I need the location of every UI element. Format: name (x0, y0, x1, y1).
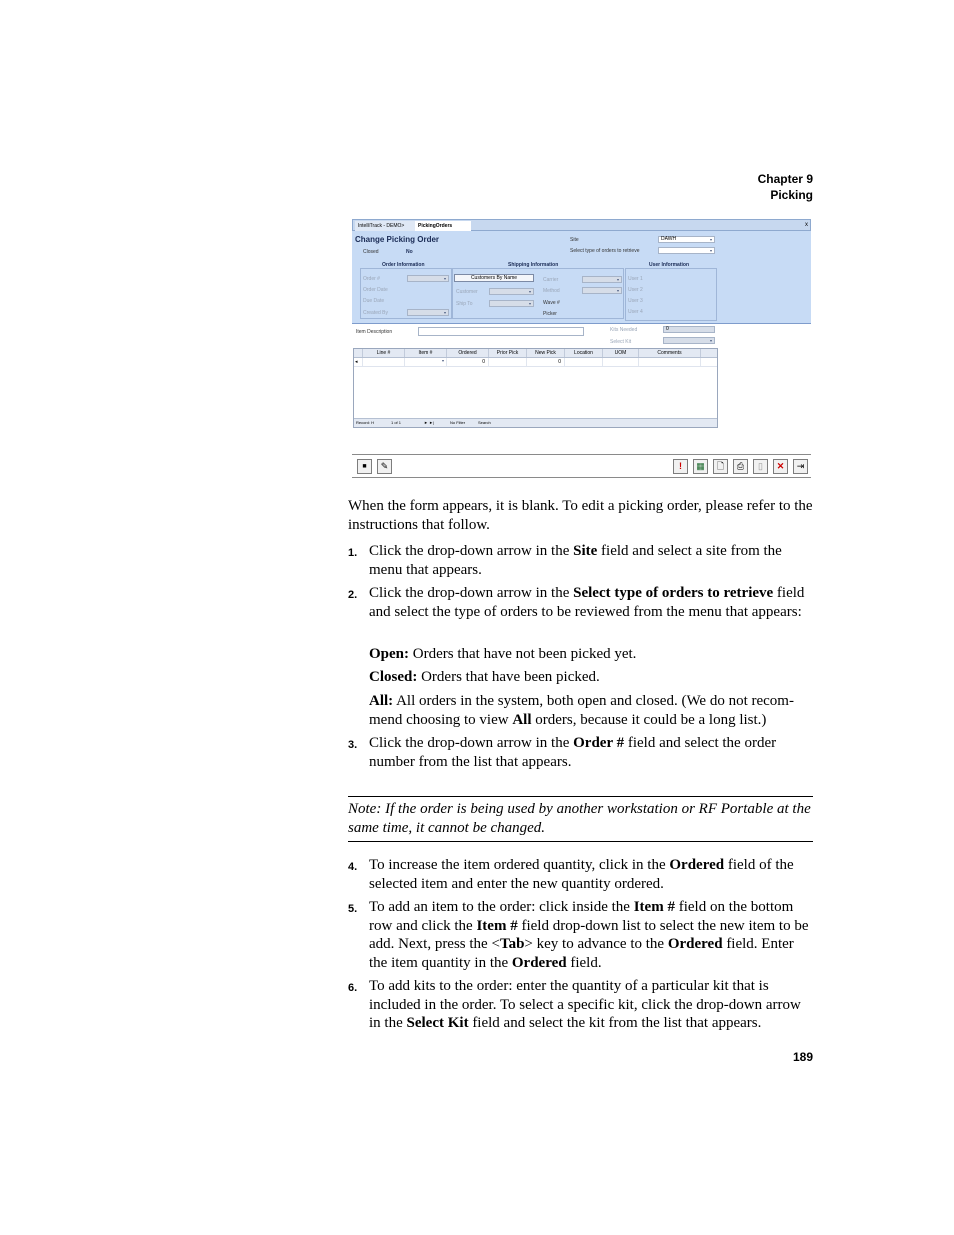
cell-prior-pick[interactable] (489, 358, 527, 366)
shipping-info-heading: Shipping Information (508, 262, 559, 268)
record-position[interactable]: 1 of 1 (391, 420, 402, 425)
tab-intellitrack[interactable]: IntelliTrack - DEMO> (355, 221, 417, 231)
user-info-heading: User Information (649, 262, 690, 268)
column-new-pick[interactable]: New Pick (527, 349, 565, 357)
print-icon[interactable]: ⎙ (733, 459, 748, 474)
wave-label: Wave # (543, 300, 560, 306)
cancel-icon[interactable]: ✕ (773, 459, 788, 474)
step-text: Click the drop-down arrow in the Order # field and select the order number from the list that appears. (369, 735, 777, 770)
step-number: 5. (348, 903, 358, 915)
record-navigator (354, 418, 717, 427)
row-pointer-icon: ◂ (354, 358, 363, 366)
column-line[interactable]: Line # (363, 349, 405, 357)
carrier-label: Carrier (543, 277, 559, 283)
calendar-icon[interactable]: ▦ (693, 459, 708, 474)
user-3-label: User 3 (628, 298, 643, 304)
select-kit-label: Select Kit (610, 339, 632, 345)
chevron-down-icon: ▾ (709, 338, 712, 343)
step-text: Click the drop-down arrow in the Select type of orders to retrieve field and select the type of orders to be reviewed from the menu that appears: (369, 585, 805, 620)
chevron-down-icon: ▾ (443, 310, 446, 315)
notes-icon[interactable]: ✎ (377, 459, 392, 474)
filter-status[interactable]: No Filter (450, 420, 466, 425)
page-number: 189 (792, 1050, 813, 1064)
cell-ordered[interactable]: 0 (447, 358, 489, 366)
order-items-grid (353, 348, 718, 428)
tab-bar (352, 219, 811, 231)
step-text: To add kits to the order: enter the quantity of a particular kit that is included in the order. To select a specific kit, click the drop-down arrow in the Select Kit field and select the kit from the list that appears. (369, 978, 801, 1032)
user-2-label: User 2 (628, 287, 643, 293)
customers-by-name-button[interactable]: Customers By Name (454, 274, 534, 282)
nav-next-icon[interactable]: ► ►| (424, 420, 435, 425)
column-item[interactable]: Item # (405, 349, 447, 357)
cell-location[interactable] (565, 358, 603, 366)
kits-needed-label: Kits Needed (610, 327, 638, 333)
ship-to-select[interactable] (489, 300, 534, 307)
column-comments[interactable]: Comments (639, 349, 701, 357)
chevron-down-icon: ▾ (709, 248, 712, 253)
site-select[interactable]: DAWH ▾ (658, 236, 715, 243)
select-type-label: Select type of orders to retrieve (570, 248, 640, 254)
due-date-label: Due Date (363, 298, 385, 304)
item-description-field[interactable] (418, 327, 584, 336)
search-input[interactable]: Search (478, 420, 491, 425)
cell-comments[interactable] (639, 358, 701, 366)
customer-label: Customer (456, 289, 478, 295)
chevron-down-icon: ▾ (616, 277, 619, 282)
method-label: Method (543, 288, 560, 294)
kits-needed-field[interactable]: 0 (663, 326, 715, 333)
column-ordered[interactable]: Ordered (447, 349, 489, 357)
customer-select[interactable] (489, 288, 534, 295)
created-by-select[interactable] (407, 309, 449, 316)
definition-closed: Closed: Orders that have been picked. (369, 669, 600, 685)
intro-paragraph: When the form appears, it is blank. To edit a picking order, please refer to the instructions that follow. (348, 498, 813, 533)
select-all-icon[interactable] (354, 349, 363, 357)
step-number: 1. (348, 547, 358, 559)
grid-header (354, 349, 717, 358)
chevron-down-icon: ▾ (528, 301, 531, 306)
preview-icon[interactable]: 🗋 (713, 459, 728, 474)
created-by-label: Created By (363, 310, 389, 316)
column-uom[interactable]: UOM (603, 349, 639, 357)
table-row[interactable] (354, 358, 717, 367)
definition-open: Open: Orders that have not been picked yet. (369, 646, 637, 662)
closed-value: No (406, 249, 413, 255)
user-1-label: User 1 (628, 276, 643, 282)
order-type-select[interactable] (658, 247, 715, 254)
form-title: Change Picking Order (355, 235, 440, 244)
select-kit-select[interactable] (663, 337, 715, 344)
cell-item[interactable] (405, 358, 447, 366)
cell-line[interactable] (363, 358, 405, 366)
cell-new-pick[interactable]: 0 (527, 358, 565, 366)
order-number-label: Order # (363, 276, 380, 282)
step-number: 4. (348, 861, 358, 873)
chevron-down-icon: ▾ (709, 237, 712, 242)
exclamation-icon[interactable]: ! (673, 459, 688, 474)
chevron-down-icon: ▾ (528, 289, 531, 294)
chevron-down-icon: ▾ (616, 288, 619, 293)
method-select[interactable] (582, 287, 622, 294)
step-text: To increase the item ordered quantity, click in the Ordered field of the selected item and enter the new quantity ordered. (369, 857, 794, 892)
form-header (352, 231, 811, 324)
carrier-select[interactable] (582, 276, 622, 283)
user-4-label: User 4 (628, 309, 643, 315)
picking-order-screenshot (352, 219, 811, 479)
order-date-label: Order Date (363, 287, 388, 293)
order-info-heading: Order Information (382, 262, 425, 268)
step-number: 3. (348, 739, 358, 751)
closed-label: Closed (363, 249, 379, 255)
record-label: Record: H (356, 420, 375, 425)
section-label: Picking (770, 188, 813, 202)
column-prior-pick[interactable]: Prior Pick (489, 349, 527, 357)
step-number: 2. (348, 589, 358, 601)
step-text: Click the drop-down arrow in the Site field and select a site from the menu that appears. (369, 543, 782, 578)
ship-to-label: Ship To (456, 301, 473, 307)
step-text: To add an item to the order: click inside the Item # field on the bottom row and click the Item # field drop-down list to select the new item to be add. Next, press the <Tab> key to advance to the Ordered field. Enter the item quantity in the Ordered field. (369, 899, 809, 971)
cell-uom[interactable] (603, 358, 639, 366)
chevron-down-icon: ▾ (443, 276, 446, 281)
definition-all: All: All orders in the system, both open and closed. (We do not recom-mend choosing to view All orders, because it could be a long list.) (369, 693, 794, 728)
form-toolbar (352, 454, 811, 478)
tab-picking-orders[interactable]: PickingOrders (415, 221, 471, 231)
note-box: Note: If the order is being used by another workstation or RF Portable at the same time, it cannot be changed. (348, 796, 813, 842)
site-label: Site (570, 237, 579, 243)
order-number-select[interactable] (407, 275, 449, 282)
item-description-label: Item Description (356, 329, 393, 335)
step-number: 6. (348, 982, 358, 994)
exit-icon[interactable]: ⇥ (793, 459, 808, 474)
stop-icon[interactable]: ■ (357, 459, 372, 474)
column-location[interactable]: Location (565, 349, 603, 357)
clipboard-icon[interactable]: ▯ (753, 459, 768, 474)
close-icon[interactable]: x (805, 222, 808, 228)
picker-label: Picker (543, 311, 557, 317)
chevron-down-icon: ▾ (441, 358, 444, 363)
chapter-label: Chapter 9 (757, 172, 813, 186)
